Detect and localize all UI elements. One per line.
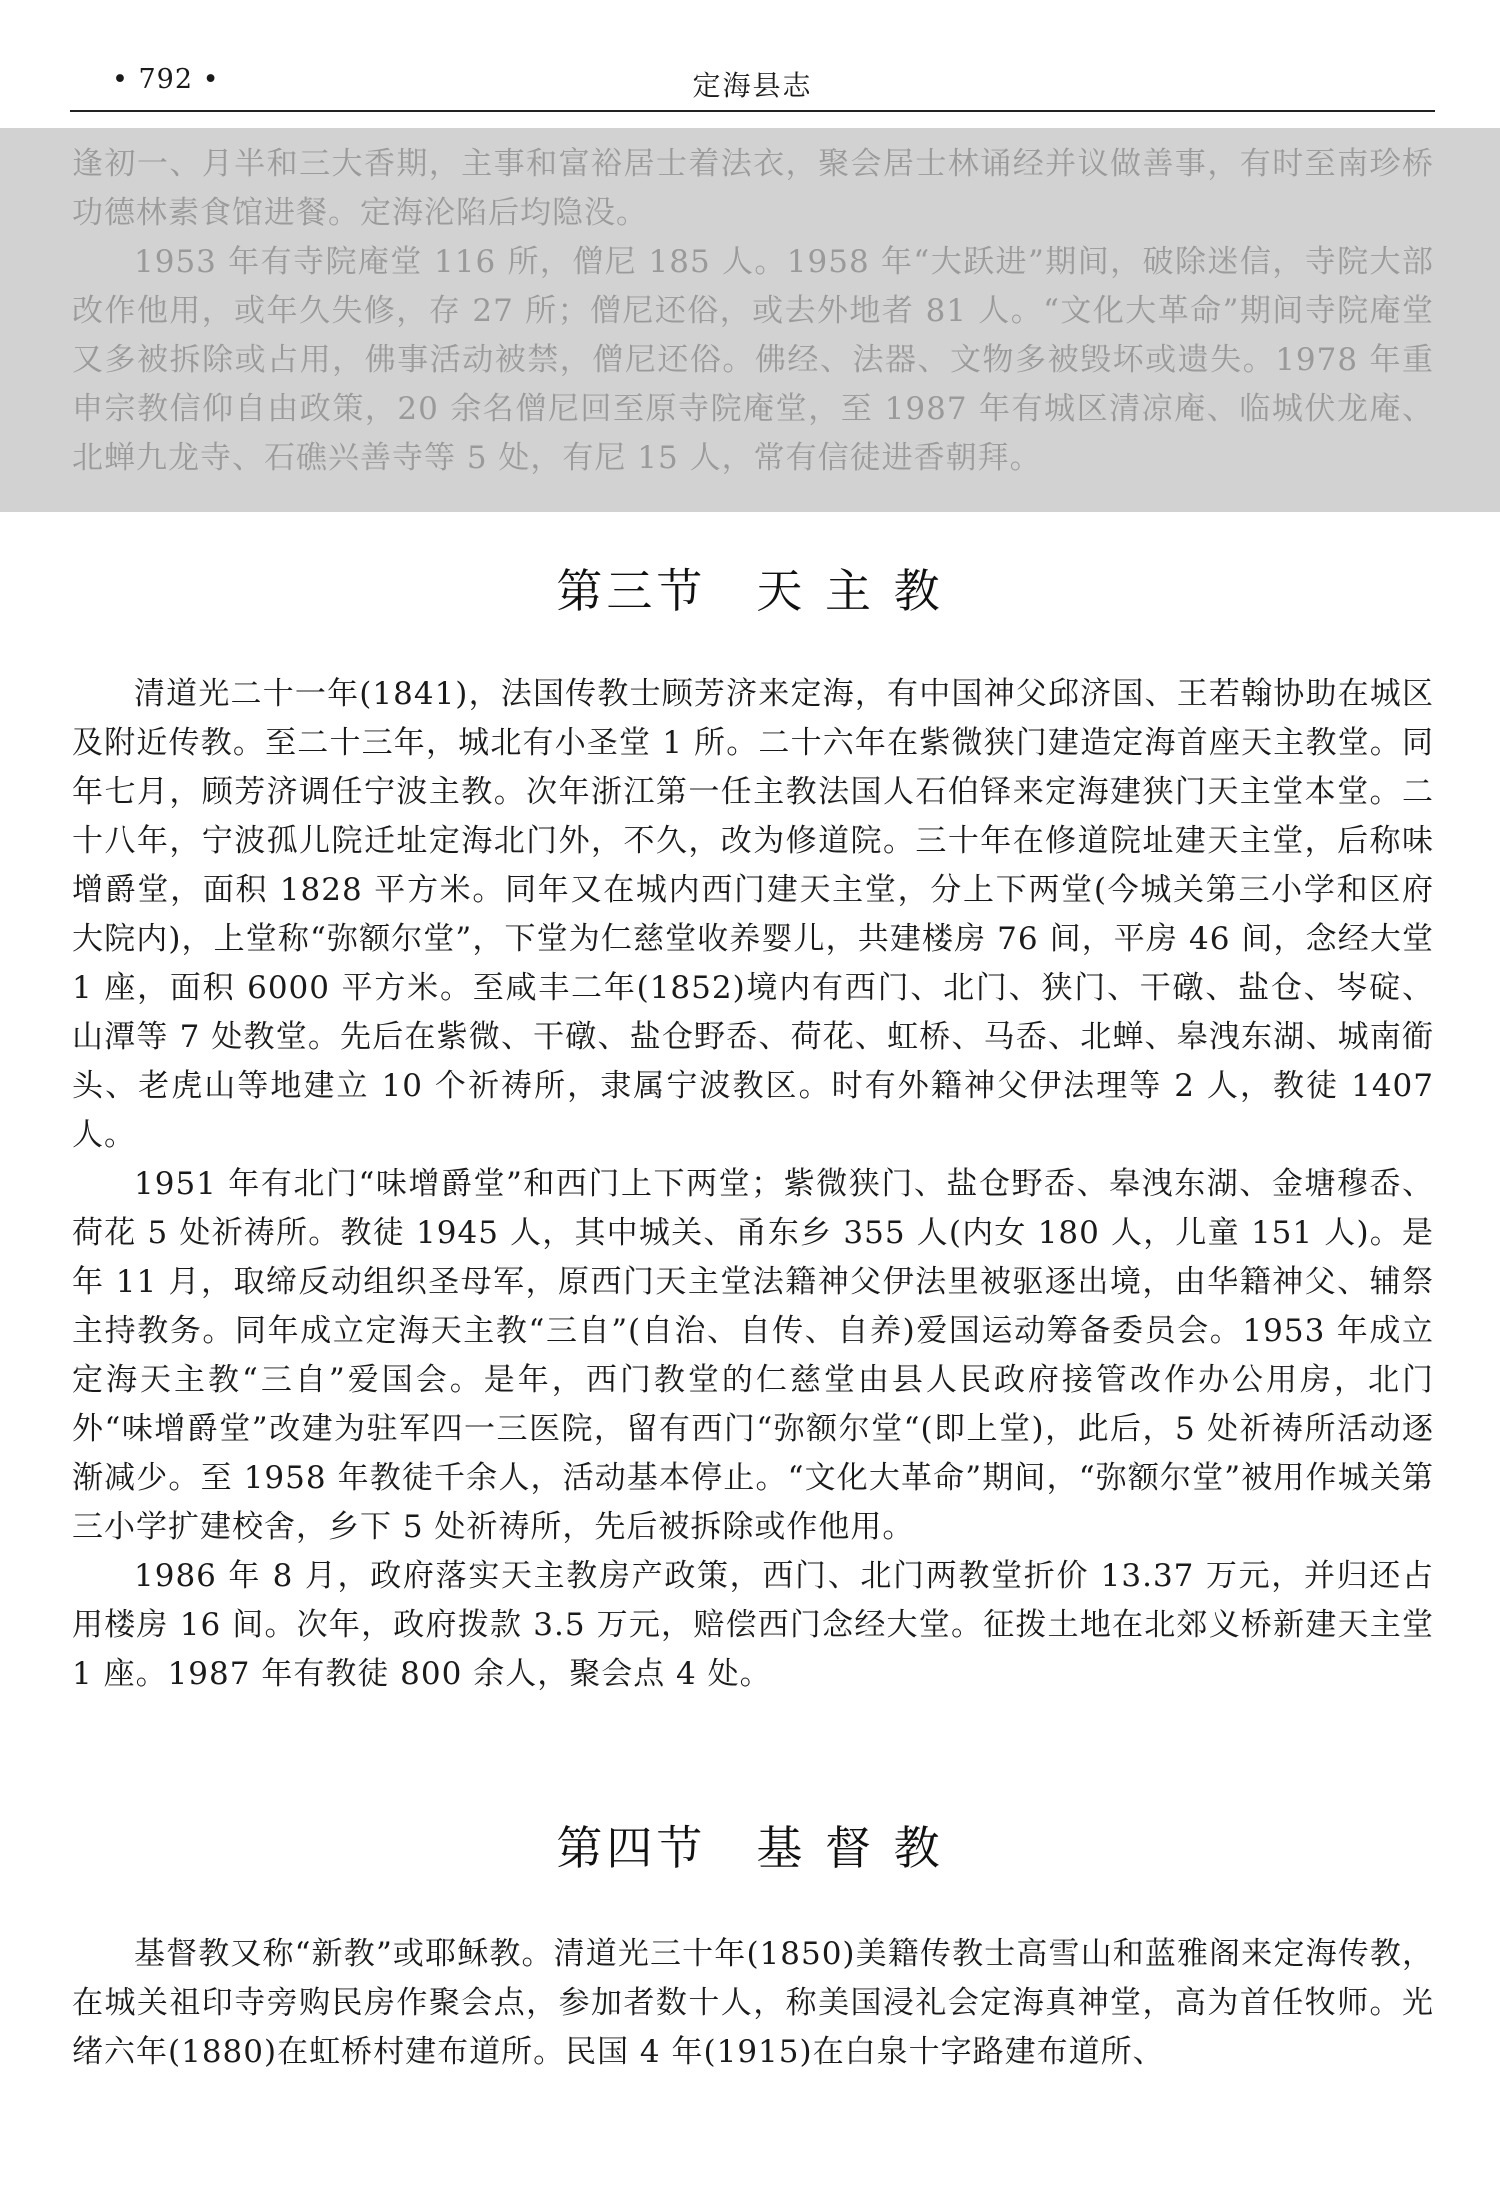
- page-header: [70, 58, 1435, 110]
- page-number: • 792 •: [112, 64, 220, 95]
- continuation-paragraph: 逢初一、月半和三大香期，主事和富裕居士着法衣，聚会居士林诵经并议做善事，有时至南珍桥功德林素食馆进餐。定海沦陷后均隐没。: [72, 146, 1434, 231]
- header-rule: [70, 110, 1435, 112]
- section-number: 第三节: [556, 564, 707, 618]
- running-title: 定海县志: [692, 69, 813, 102]
- section-title-protestantism: [0, 1812, 1500, 1878]
- section-number: 第四节: [556, 1821, 707, 1875]
- body-paragraph: 1951 年有北门“味增爵堂”和西门上下两堂；紫微狭门、盐仓野岙、皋洩东湖、金塘穆岙、荷花 5 处祈祷所。教徒 1945 人，其中城关、甬东乡 355 人(内女 180 人，儿童 151 人)。是年 11 月，取缔反动组织圣母军，原西门天主堂法籍神父伊法里被驱逐出境，由华籍神父、辅祭主持教务。同年成立定海天主教“三自”(自治、自传、自养)爱国运动筹备委员会。1953 年成立定海天主教“三自”爱国会。是年，西门教堂的仁慈堂由县人民政府接管改作办公用房，北门外“味增爵堂”改建为驻军四一三医院，留有西门“弥额尔堂“(即上堂)，此后，5 处祈祷所活动逐渐减少。至 1958 年教徒千余人，活动基本停止。“文化大革命”期间，“弥额尔堂”被用作城关第三小学扩建校舍，乡下 5 处祈祷所，先后被拆除或作他用。: [72, 1166, 1434, 1545]
- section-body-protestantism: [72, 1930, 1434, 2077]
- body-paragraph: 1986 年 8 月，政府落实天主教房产政策，西门、北门两教堂折价 13.37 万元，并归还占用楼房 16 间。次年，政府拨款 3.5 万元，赔偿西门念经大堂。征拨土地在北郊义桥新建天主堂 1 座。1987 年有教徒 800 余人，聚会点 4 处。: [72, 1558, 1434, 1692]
- section-name: 天 主 教: [756, 564, 944, 618]
- continuation-paragraph: 1953 年有寺院庵堂 116 所，僧尼 185 人。1958 年“大跃进”期间，破除迷信，寺院大部改作他用，或年久失修，存 27 所；僧尼还俗，或去外地者 81 人。“文化大革命”期间寺院庵堂又多被拆除或占用，佛事活动被禁，僧尼还俗。佛经、法器、文物多被毁坏或遗失。1978 年重申宗教信仰自由政策，20 余名僧尼回至原寺院庵堂，至 1987 年有城区清凉庵、临城伏龙庵、北蝉九龙寺、石礁兴善寺等 5 处，有尼 15 人，常有信徒进香朝拜。: [72, 244, 1434, 476]
- body-paragraph: 清道光二十一年(1841)，法国传教士顾芳济来定海，有中国神父邱济国、王若翰协助在城区及附近传教。至二十三年，城北有小圣堂 1 所。二十六年在紫微狭门建造定海首座天主教堂。同年七月，顾芳济调任宁波主教。次年浙江第一任主教法国人石伯铎来定海建狭门天主堂本堂。二十八年，宁波孤儿院迁址定海北门外，不久，改为修道院。三十年在修道院址建天主堂，后称味增爵堂，面积 1828 平方米。同年又在城内西门建天主堂，分上下两堂(今城关第三小学和区府大院内)，上堂称“弥额尔堂”，下堂为仁慈堂收养婴儿，共建楼房 76 间，平房 46 间，念经大堂 1 座，面积 6000 平方米。至咸丰二年(1852)境内有西门、北门、狭门、干礅、盐仓、岑碇、山潭等 7 处教堂。先后在紫微、干礅、盐仓野岙、荷花、虹桥、马岙、北蝉、皋洩东湖、城南衜头、老虎山等地建立 10 个祈祷所，隶属宁波教区。时有外籍神父伊法理等 2 人，教徒 1407 人。: [72, 676, 1434, 1153]
- section-body-catholicism: [72, 670, 1434, 1699]
- body-paragraph: 基督教又称“新教”或耶稣教。清道光三十年(1850)美籍传教士高雪山和蓝雅阁来定海传教，在城关祖印寺旁购民房作聚会点，参加者数十人，称美国浸礼会定海真神堂，高为首任牧师。光绪六年(1880)在虹桥村建布道所。民国 4 年(1915)在白泉十字路建布道所、: [72, 1936, 1434, 2070]
- section-name: 基 督 教: [756, 1821, 944, 1875]
- section-title-catholicism: [0, 555, 1500, 621]
- continuation-text: [72, 140, 1434, 483]
